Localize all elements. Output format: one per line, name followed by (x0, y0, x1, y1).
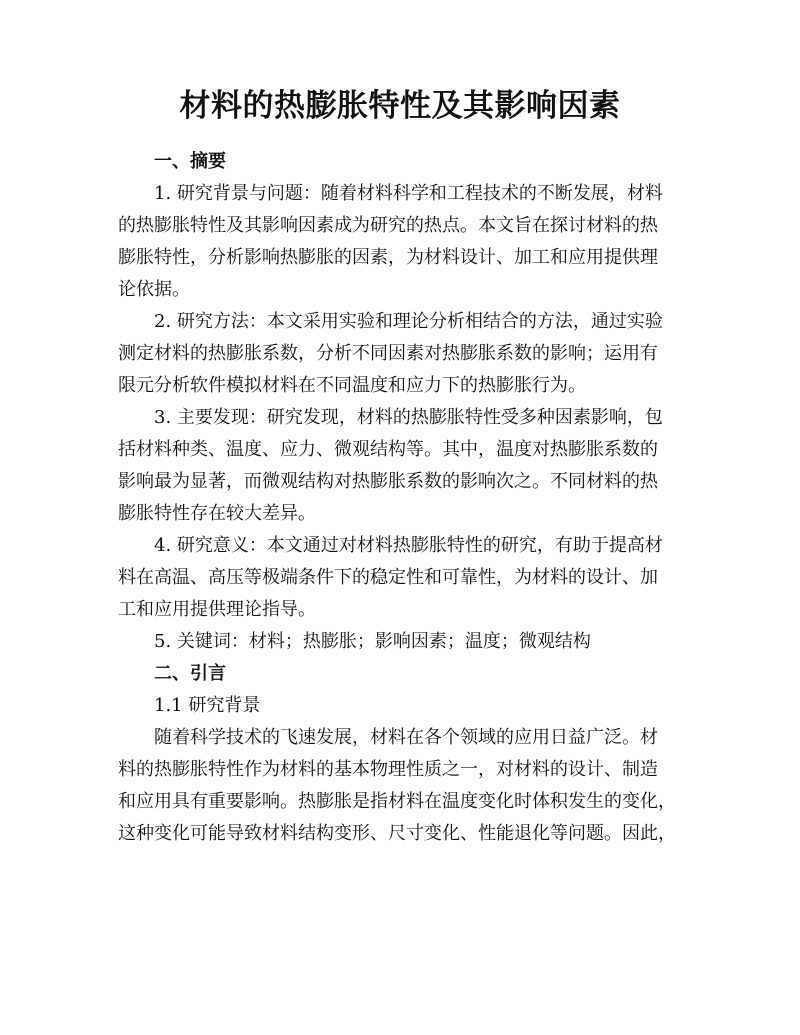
keywords-line: 5. 关键词：材料；热膨胀；影响因素；温度；微观结构 (154, 631, 591, 652)
paragraph-line: 括材料种类、温度、应力、微观结构等。其中，温度对热膨胀系数的 (118, 439, 658, 460)
paragraph-line: 4. 研究意义：本文通过对材料热膨胀特性的研究，有助于提高材 (154, 535, 663, 556)
paragraph-line: 1. 研究背景与问题：随着材料科学和工程技术的不断发展，材料 (154, 183, 663, 204)
paragraph-line: 测定材料的热膨胀系数，分析不同因素对热膨胀系数的影响；运用有 (118, 343, 658, 364)
paragraph-line: 2. 研究方法：本文采用实验和理论分析相结合的方法，通过实验 (154, 311, 663, 332)
paragraph-line: 论依据。 (118, 279, 190, 300)
paragraph-line: 料的热膨胀特性作为材料的基本物理性质之一，对材料的设计、制造 (118, 759, 658, 780)
paragraph-line: 的热膨胀特性及其影响因素成为研究的热点。本文旨在探讨材料的热 (118, 215, 658, 236)
section-heading-introduction: 二、引言 (154, 663, 226, 684)
section-heading-abstract: 一、摘要 (154, 151, 226, 172)
paragraph-line: 膨胀特性存在较大差异。 (118, 503, 316, 524)
document-title: 材料的热膨胀特性及其影响因素 (179, 88, 621, 124)
paragraph-line: 限元分析软件模拟材料在不同温度和应力下的热膨胀行为。 (118, 375, 586, 396)
paragraph-line: 随着科学技术的飞速发展，材料在各个领域的应用日益广泛。材 (154, 727, 658, 748)
paragraph-line: 3. 主要发现：研究发现，材料的热膨胀特性受多种因素影响，包 (154, 407, 663, 428)
paragraph-line: 这种变化可能导致材料结构变形、尺寸变化、性能退化等问题。因此， (118, 823, 676, 844)
paragraph-line: 影响最为显著，而微观结构对热膨胀系数的影响次之。不同材料的热 (118, 471, 658, 492)
paragraph-line: 料在高温、高压等极端条件下的稳定性和可靠性，为材料的设计、加 (118, 567, 658, 588)
document-body (118, 146, 684, 850)
paragraph-line: 工和应用提供理论指导。 (118, 599, 316, 620)
paragraph-line: 和应用具有重要影响。热膨胀是指材料在温度变化时体积发生的变化， (118, 791, 676, 812)
subsection-heading-background: 1.1 研究背景 (154, 695, 261, 716)
paragraph-line: 膨胀特性，分析影响热膨胀的因素，为材料设计、加工和应用提供理 (118, 247, 658, 268)
